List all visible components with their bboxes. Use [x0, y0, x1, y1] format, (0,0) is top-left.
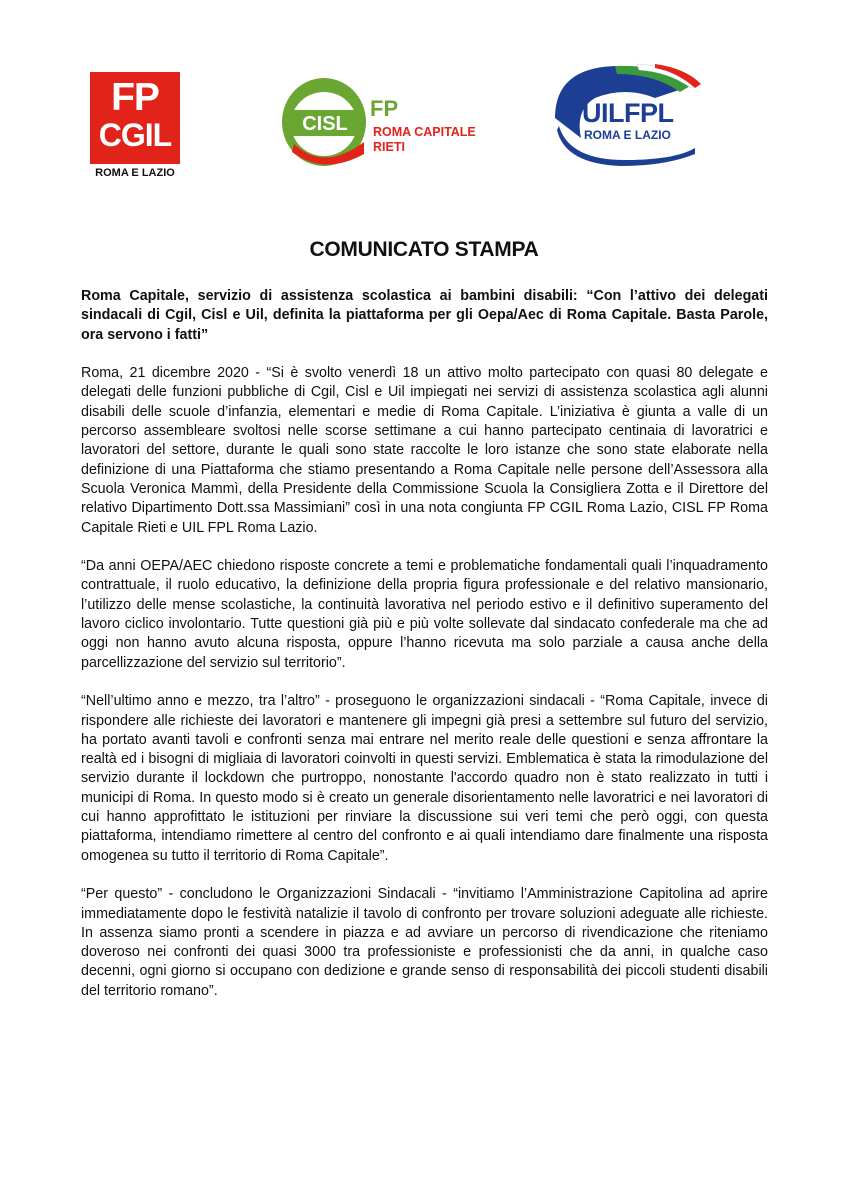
- cisl-logo-word: CISL: [302, 113, 348, 135]
- cgil-logo-sub: ROMA E LAZIO: [95, 167, 175, 179]
- body-paragraph-3: “Nell’ultimo anno e mezzo, tra l’altro” - proseguono le organizzazioni sindacali - “Roma Capitale, invece di rispondere alle richieste dei lavoratori e mantenere gli impegni già presi a settembre sul futuro del servizio, ha portato avanti tavoli e confronti senza mai entrare nel merito reale delle questioni e senza affrontare la realtà ed i bisogni di migliaia di lavoratori coinvolti in questi servizi. Emblematica è stata la rimodulazione del servizio durante il lockdown che purtroppo, nonostante l'accordo quadro non è stato realizzato in tutti i municipi di Roma. In questo modo si è creato un generale disorientamento nelle lavoratrici e nei lavoratori di cui hanno approfittato le istituzioni per rinviare la discussione sui veri temi che però oggi, con questa piattaforma, intendiamo rimettere al centro del confronto e ai quali intendiamo dare finalmente una risposta omogenea su tutto il territorio di Roma Capitale”.: [81, 693, 768, 864]
- body-paragraph-4: “Per questo” - concludono le Organizzazioni Sindacali - “invitiamo l’Amministrazione Capitolina ad aprire immediatamente dopo le festività natalizie il tavolo di confronto per trovare soluzioni adeguate alle richieste. In assenza siamo pronti a scendere in piazza e ad avviare un percorso di rivendicazione che riteniamo doveroso nei confronti dei quasi 3000 tra professioniste e professionisti che da anni, in qualche caso decenni, ogni giorno si occupano con dedizione e grande senso di responsabilità dei piccoli studenti disabili del territorio romano”.: [81, 886, 768, 999]
- cisl-logo-sub: [373, 125, 476, 155]
- cgil-red-box: [90, 72, 180, 164]
- cgil-logo-line2: CGIL: [98, 117, 172, 153]
- document-subtitle: Roma Capitale, servizio di assistenza scolastica ai bambini disabili: “Con l’attivo dei delegati sindacali di Cgil, Cisl e Uil, definita la piattaforma per gli Oepa/Aec di Roma Capitale. Basta Parole, ora servono i fatti”: [81, 288, 768, 343]
- cisl-logo-sub1: ROMA CAPITALE: [373, 125, 476, 139]
- cisl-fp-logo: [280, 72, 510, 172]
- fp-cgil-logo: [90, 72, 182, 180]
- cgil-logo-line1: FP: [111, 76, 159, 119]
- cisl-logo-fp: FP: [370, 96, 399, 121]
- cisl-logo-sub2: RIETI: [373, 140, 405, 154]
- uil-logo-name: UILFPL: [582, 98, 674, 128]
- uil-logo-sub: ROMA E LAZIO: [584, 128, 671, 142]
- document-body: [81, 287, 768, 1020]
- body-paragraph-1: Roma, 21 dicembre 2020 - “Si è svolto venerdì 18 un attivo molto partecipato con quasi 80 delegate e delegati delle funzioni pubbliche di Cgil, Cisl e Uil impiegati nei servizi di assistenza scolastica agli alunni disabili delle scuole d’infanzia, elementari e medie di Roma Capitale. L’iniziativa è giunta a valle di un percorso assembleare svoltosi nelle scorse settimane a cui hanno partecipato centinaia di lavoratrici e lavoratori del settore, durante le quali sono state raccolte le loro istanze che sono state elaborate nella definizione di una Piattaforma che stiamo presentando a Roma Capitale nelle persone dell’Assessora alla Scuola Veronica Mammì, della Presidente della Commissione Scuola la Consigliera Zotta e il Direttore del relativo Dipartimento Dott.ssa Massimiani” così in una nota congiunta FP CGIL Roma Lazio, CISL FP Roma Capitale Rieti e UIL FPL Roma Lazio.: [81, 365, 768, 536]
- body-paragraph-2: “Da anni OEPA/AEC chiedono risposte concrete a temi e problematiche fondamentali quali l’inquadramento contrattuale, il ruolo educativo, la definizione della propria figura professionale e del relativo mansionario, l’utilizzo delle mense scolastiche, la continuità lavorativa nel periodo estivo e il definitivo superamento del lavoro ciclico involontario. Tutte questioni già più e più volte sollevate dal sindacato confederale ma che ad oggi non hanno avuto alcuna risposta, oppure l’hanno ricevuta ma solo parziale a causa anche della parcellizzazione del servizio sul territorio”.: [81, 558, 768, 671]
- document-title: COMUNICATO STAMPA: [309, 238, 539, 261]
